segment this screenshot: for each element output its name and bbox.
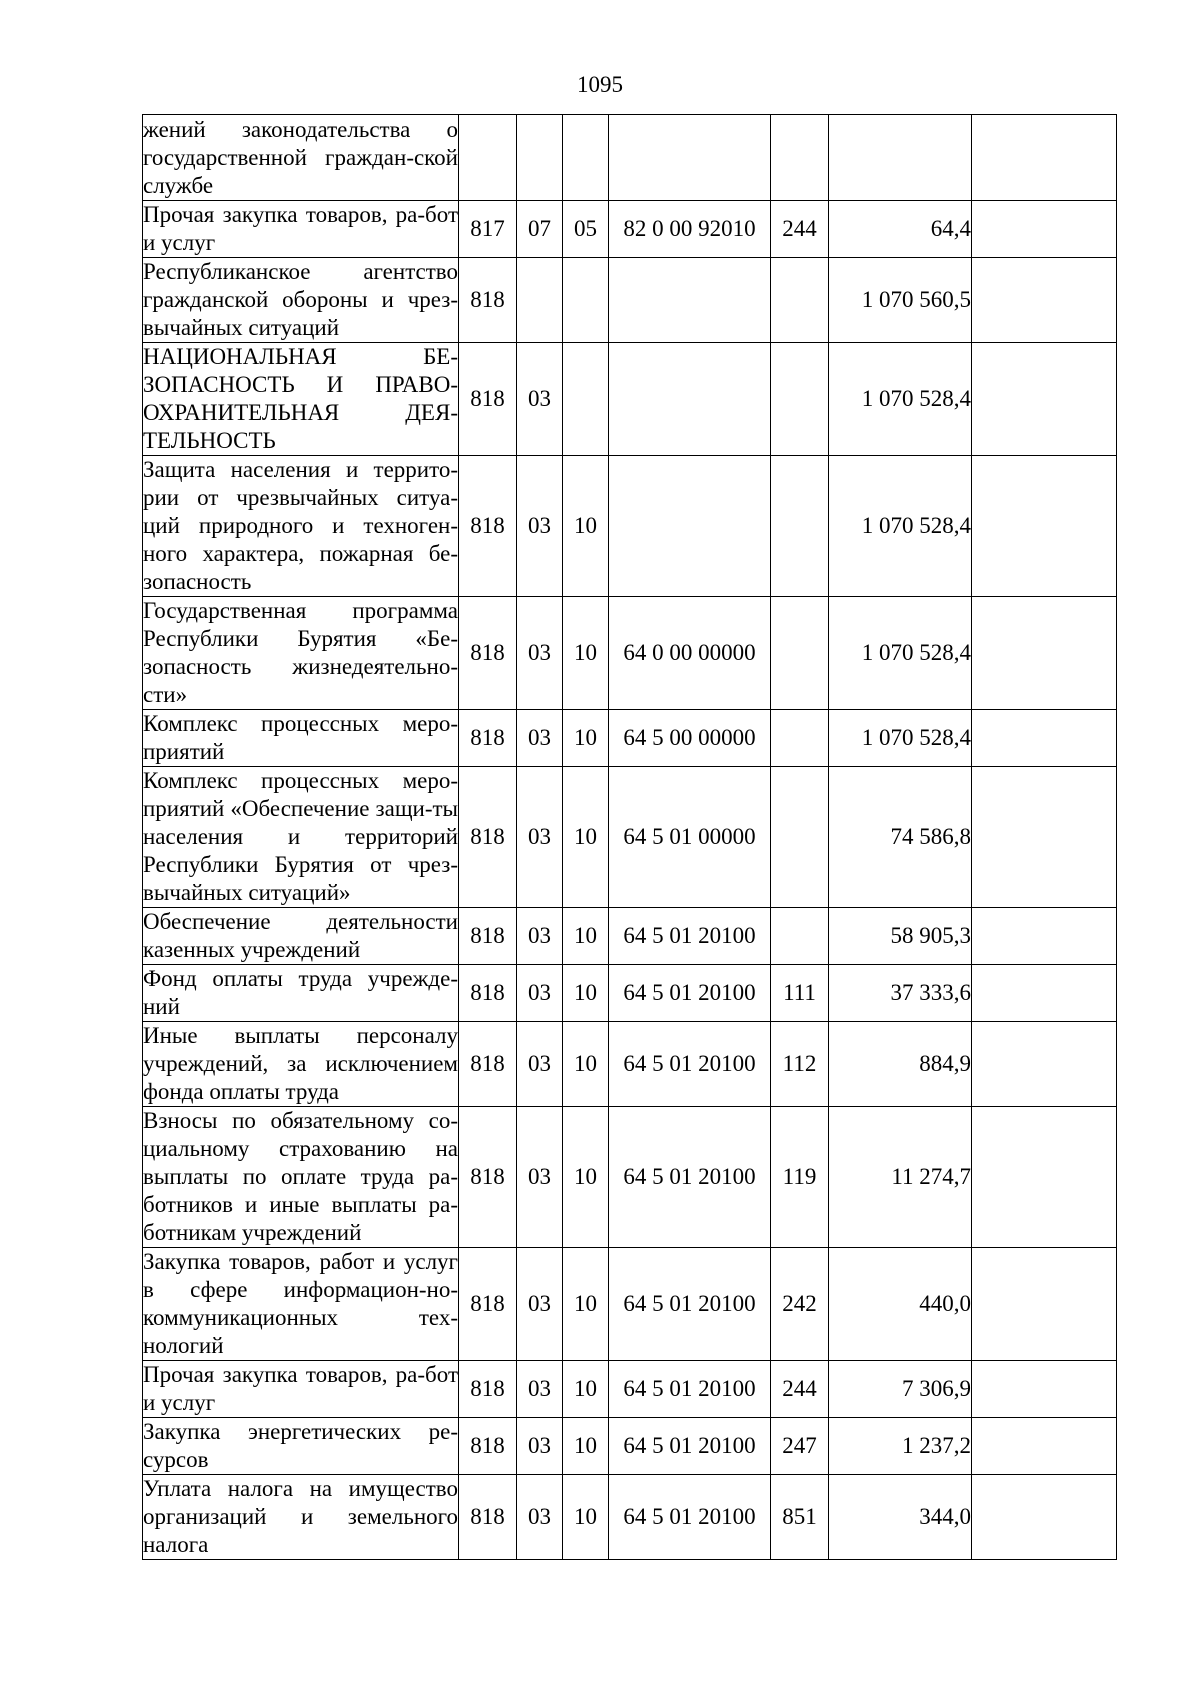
row-amount-cell: 344,0: [829, 1475, 972, 1560]
table-row: [143, 710, 1117, 767]
row-section-cell: 03: [517, 597, 563, 710]
row-target-article-cell: [609, 115, 771, 201]
row-name-cell: Комплекс процессных меро-приятий «Обеспечение защи-ты населения и территорий Республики Бурятия от чрез-вычайных ситуаций»: [143, 767, 459, 908]
row-expense-type-cell: 111: [771, 965, 829, 1022]
row-target-article-cell: 64 5 00 00000: [609, 710, 771, 767]
row-empty-cell: [972, 343, 1117, 456]
row-section-cell: 03: [517, 965, 563, 1022]
table-row: [143, 908, 1117, 965]
row-name-cell: Государственная программа Республики Бурятия «Бе-зопасность жизнедеятельно-сти»: [143, 597, 459, 710]
row-grbs-cell: 818: [459, 258, 517, 343]
row-empty-cell: [972, 115, 1117, 201]
row-name-cell: Республиканское агентство гражданской обороны и чрез-вычайных ситуаций: [143, 258, 459, 343]
row-name-cell: Иные выплаты персоналу учреждений, за исключением фонда оплаты труда: [143, 1022, 459, 1107]
row-section-cell: 03: [517, 456, 563, 597]
row-subsection-cell: 10: [563, 1475, 609, 1560]
row-target-article-cell: [609, 456, 771, 597]
row-expense-type-cell: [771, 710, 829, 767]
row-grbs-cell: 818: [459, 965, 517, 1022]
row-name-cell: НАЦИОНАЛЬНАЯ БЕ-ЗОПАСНОСТЬ И ПРАВО-ОХРАНИТЕЛЬНАЯ ДЕЯ-ТЕЛЬНОСТЬ: [143, 343, 459, 456]
table-row: [143, 597, 1117, 710]
row-empty-cell: [972, 767, 1117, 908]
table-row: [143, 1107, 1117, 1248]
row-amount-cell: 1 070 528,4: [829, 456, 972, 597]
row-target-article-cell: 64 5 01 00000: [609, 767, 771, 908]
row-amount-cell: 1 070 528,4: [829, 710, 972, 767]
row-grbs-cell: 817: [459, 201, 517, 258]
table-row: [143, 1418, 1117, 1475]
table-row: [143, 343, 1117, 456]
row-empty-cell: [972, 965, 1117, 1022]
row-section-cell: 07: [517, 201, 563, 258]
row-expense-type-cell: [771, 767, 829, 908]
row-expense-type-cell: [771, 456, 829, 597]
row-name-cell: Комплекс процессных меро-приятий: [143, 710, 459, 767]
row-amount-cell: [829, 115, 972, 201]
row-amount-cell: 884,9: [829, 1022, 972, 1107]
row-expense-type-cell: [771, 908, 829, 965]
row-grbs-cell: 818: [459, 1475, 517, 1560]
row-expense-type-cell: [771, 343, 829, 456]
row-subsection-cell: 10: [563, 597, 609, 710]
row-target-article-cell: 64 5 01 20100: [609, 1475, 771, 1560]
table-row: [143, 115, 1117, 201]
row-subsection-cell: 10: [563, 1107, 609, 1248]
row-grbs-cell: [459, 115, 517, 201]
table-row: [143, 965, 1117, 1022]
table-row: [143, 1361, 1117, 1418]
row-section-cell: 03: [517, 1361, 563, 1418]
row-expense-type-cell: 242: [771, 1248, 829, 1361]
table-body: [143, 115, 1117, 1560]
row-empty-cell: [972, 597, 1117, 710]
table-row: [143, 1475, 1117, 1560]
row-grbs-cell: 818: [459, 908, 517, 965]
row-expense-type-cell: 119: [771, 1107, 829, 1248]
row-section-cell: 03: [517, 1248, 563, 1361]
row-grbs-cell: 818: [459, 1022, 517, 1107]
table-row: [143, 767, 1117, 908]
row-subsection-cell: 05: [563, 201, 609, 258]
budget-table: [142, 114, 1117, 1560]
row-target-article-cell: 82 0 00 92010: [609, 201, 771, 258]
row-name-cell: Прочая закупка товаров, ра-бот и услуг: [143, 201, 459, 258]
row-empty-cell: [972, 456, 1117, 597]
row-amount-cell: 37 333,6: [829, 965, 972, 1022]
row-subsection-cell: [563, 258, 609, 343]
row-subsection-cell: [563, 343, 609, 456]
row-target-article-cell: 64 5 01 20100: [609, 1361, 771, 1418]
row-expense-type-cell: 851: [771, 1475, 829, 1560]
row-grbs-cell: 818: [459, 1361, 517, 1418]
row-target-article-cell: 64 0 00 00000: [609, 597, 771, 710]
row-section-cell: 03: [517, 710, 563, 767]
row-name-cell: Фонд оплаты труда учрежде-ний: [143, 965, 459, 1022]
row-subsection-cell: 10: [563, 908, 609, 965]
row-empty-cell: [972, 908, 1117, 965]
row-name-cell: Защита населения и террито-рии от чрезвычайных ситуа-ций природного и техноген-ного характера, пожарная бе-зопасность: [143, 456, 459, 597]
row-amount-cell: 11 274,7: [829, 1107, 972, 1248]
row-expense-type-cell: [771, 597, 829, 710]
table-row: [143, 1248, 1117, 1361]
row-amount-cell: 58 905,3: [829, 908, 972, 965]
row-target-article-cell: 64 5 01 20100: [609, 1418, 771, 1475]
row-subsection-cell: 10: [563, 767, 609, 908]
row-target-article-cell: [609, 343, 771, 456]
row-section-cell: 03: [517, 1418, 563, 1475]
row-amount-cell: 7 306,9: [829, 1361, 972, 1418]
row-empty-cell: [972, 201, 1117, 258]
row-empty-cell: [972, 710, 1117, 767]
row-target-article-cell: [609, 258, 771, 343]
row-name-cell: Обеспечение деятельности казенных учреждений: [143, 908, 459, 965]
row-empty-cell: [972, 1475, 1117, 1560]
row-name-cell: жений законодательства о государственной граждан-ской службе: [143, 115, 459, 201]
row-name-cell: Закупка товаров, работ и услуг в сфере информацион-но-коммуникационных тех-нологий: [143, 1248, 459, 1361]
row-subsection-cell: 10: [563, 1361, 609, 1418]
row-expense-type-cell: 244: [771, 1361, 829, 1418]
row-expense-type-cell: [771, 115, 829, 201]
row-section-cell: 03: [517, 1475, 563, 1560]
row-subsection-cell: 10: [563, 1022, 609, 1107]
row-grbs-cell: 818: [459, 597, 517, 710]
row-amount-cell: 1 070 528,4: [829, 597, 972, 710]
row-target-article-cell: 64 5 01 20100: [609, 908, 771, 965]
row-subsection-cell: 10: [563, 1418, 609, 1475]
row-section-cell: 03: [517, 1022, 563, 1107]
row-target-article-cell: 64 5 01 20100: [609, 1248, 771, 1361]
row-empty-cell: [972, 1361, 1117, 1418]
row-subsection-cell: 10: [563, 965, 609, 1022]
row-section-cell: [517, 258, 563, 343]
table-row: [143, 1022, 1117, 1107]
row-grbs-cell: 818: [459, 343, 517, 456]
row-section-cell: 03: [517, 908, 563, 965]
row-grbs-cell: 818: [459, 767, 517, 908]
row-subsection-cell: 10: [563, 1248, 609, 1361]
page-number: 1095: [577, 72, 623, 97]
row-subsection-cell: 10: [563, 456, 609, 597]
row-section-cell: 03: [517, 767, 563, 908]
table-row: [143, 201, 1117, 258]
row-amount-cell: 1 237,2: [829, 1418, 972, 1475]
row-grbs-cell: 818: [459, 1418, 517, 1475]
row-section-cell: 03: [517, 343, 563, 456]
row-expense-type-cell: 244: [771, 201, 829, 258]
row-empty-cell: [972, 1107, 1117, 1248]
row-amount-cell: 1 070 560,5: [829, 258, 972, 343]
row-empty-cell: [972, 258, 1117, 343]
row-expense-type-cell: 247: [771, 1418, 829, 1475]
row-amount-cell: 440,0: [829, 1248, 972, 1361]
row-section-cell: 03: [517, 1107, 563, 1248]
row-grbs-cell: 818: [459, 710, 517, 767]
row-amount-cell: 64,4: [829, 201, 972, 258]
row-target-article-cell: 64 5 01 20100: [609, 1022, 771, 1107]
row-grbs-cell: 818: [459, 456, 517, 597]
row-empty-cell: [972, 1022, 1117, 1107]
row-expense-type-cell: 112: [771, 1022, 829, 1107]
row-amount-cell: 74 586,8: [829, 767, 972, 908]
row-section-cell: [517, 115, 563, 201]
row-target-article-cell: 64 5 01 20100: [609, 1107, 771, 1248]
row-subsection-cell: [563, 115, 609, 201]
row-name-cell: Прочая закупка товаров, ра-бот и услуг: [143, 1361, 459, 1418]
row-grbs-cell: 818: [459, 1248, 517, 1361]
row-grbs-cell: 818: [459, 1107, 517, 1248]
row-target-article-cell: 64 5 01 20100: [609, 965, 771, 1022]
table-row: [143, 258, 1117, 343]
row-amount-cell: 1 070 528,4: [829, 343, 972, 456]
row-subsection-cell: 10: [563, 710, 609, 767]
row-empty-cell: [972, 1248, 1117, 1361]
row-name-cell: Взносы по обязательному со-циальному страхованию на выплаты по оплате труда ра-ботников и иные выплаты ра-ботникам учреждений: [143, 1107, 459, 1248]
row-expense-type-cell: [771, 258, 829, 343]
table-row: [143, 456, 1117, 597]
row-empty-cell: [972, 1418, 1117, 1475]
row-name-cell: Уплата налога на имущество организаций и земельного налога: [143, 1475, 459, 1560]
row-name-cell: Закупка энергетических ре-сурсов: [143, 1418, 459, 1475]
